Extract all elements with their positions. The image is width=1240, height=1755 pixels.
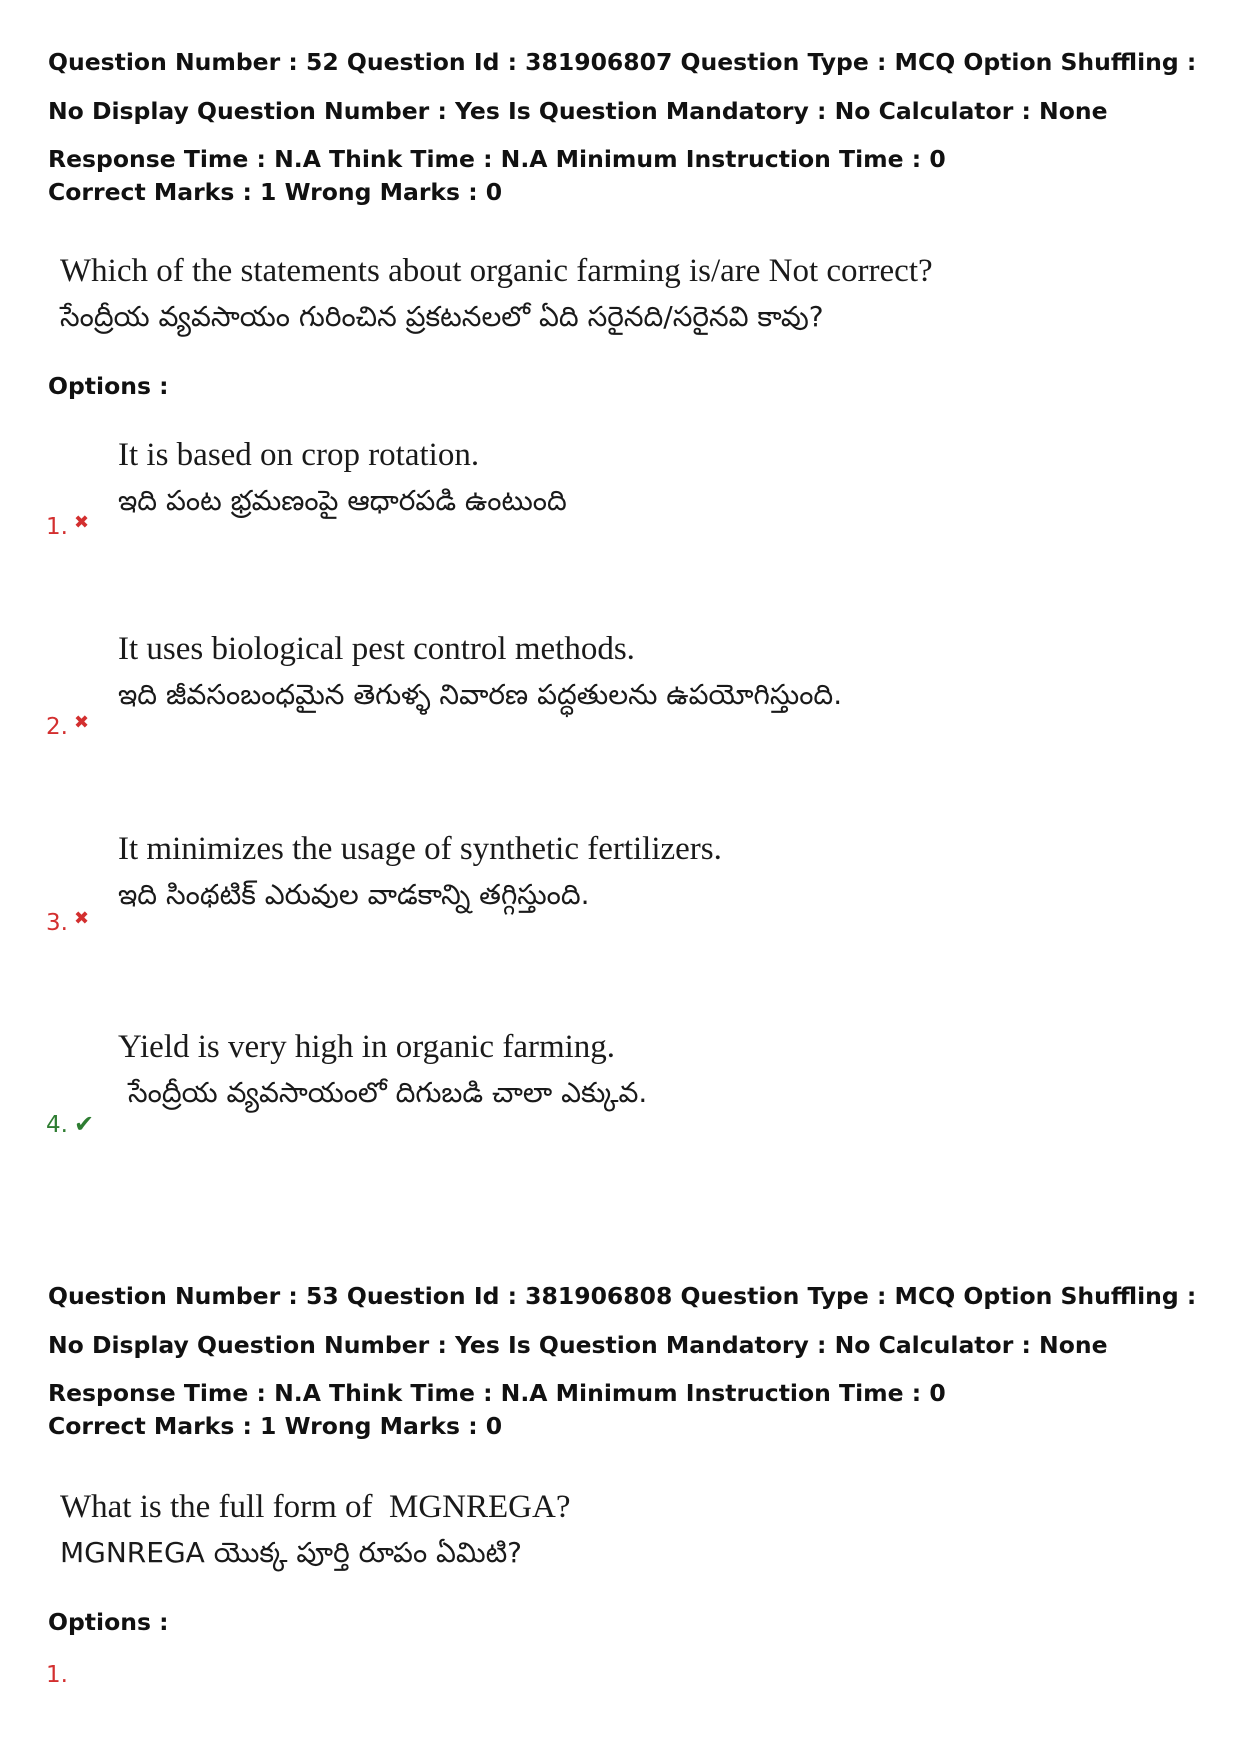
question-52-text xyxy=(60,248,933,340)
option-3-text-en: It minimizes the usage of synthetic fertilizers. xyxy=(118,831,722,867)
option-4-number: 4. xyxy=(46,1112,68,1138)
q53-option-1-number: 1. xyxy=(46,1662,68,1688)
question-53-text-en: What is the full form of MGNREGA? xyxy=(60,1489,571,1525)
question-53-text-te: MGNREGA యొక్క పూర్తి రూపం ఏమిటి? xyxy=(60,1536,523,1569)
question-52-meta: Question Number : 52 Question Id : 381906807 Question Type : MCQ Option Shuffling : No Display Question Number : Yes Is Question Mandatory : No Calculator : None Response Time : N.A Think Time : N.A Minimum Instruction Time : 0 xyxy=(48,48,1197,173)
question-53-meta: Question Number : 53 Question Id : 381906808 Question Type : MCQ Option Shuffling : No Display Question Number : Yes Is Question Mandatory : No Calculator : None Response Time : N.A Think Time : N.A Minimum Instruction Time : 0 xyxy=(48,1282,1197,1407)
option-1-text-te: ఇది పంట భ్రమణంపై ఆధారపడి ఉంటుంది xyxy=(118,484,567,517)
option-2-text-te: ఇది జీవసంబంధమైన తెగుళ్ళ నివారణ పద్ధతులను ఉపయోగిస్తుంది. xyxy=(118,678,843,711)
question-53-options-label: Options : xyxy=(48,1608,169,1636)
cross-icon: ✖ xyxy=(73,512,90,533)
option-3-marker xyxy=(46,910,89,936)
option-2-text xyxy=(118,626,842,718)
option-2-text-en: It uses biological pest control methods. xyxy=(118,631,635,667)
option-1-text-en: It is based on crop rotation. xyxy=(118,437,480,473)
option-1-text xyxy=(118,432,567,524)
cross-icon: ✖ xyxy=(73,712,90,733)
option-4-marker xyxy=(46,1110,94,1138)
question-53-marks: Correct Marks : 1 Wrong Marks : 0 xyxy=(48,1412,503,1440)
cross-icon: ✖ xyxy=(73,908,90,929)
question-53-text xyxy=(60,1484,571,1576)
check-icon: ✔ xyxy=(73,1110,95,1138)
question-52-text-te: సేంద్రీయ వ్యవసాయం గురించిన ప్రకటనలలో ఏది సరైనది/సరైనవి కావు? xyxy=(60,300,824,333)
option-1-number: 1. xyxy=(46,514,68,540)
option-1-marker xyxy=(46,514,89,540)
option-4-text-te: సేంద్రీయ వ్యవసాయంలో దిగుబడి చాలా ఎక్కువ. xyxy=(128,1076,648,1109)
question-52-options-label: Options : xyxy=(48,372,169,400)
option-3-text-te: ఇది సింథటిక్ ఎరువుల వాడకాన్ని తగ్గిస్తుంది. xyxy=(118,878,590,911)
option-3-number: 3. xyxy=(46,910,68,936)
option-4-text xyxy=(118,1024,647,1116)
option-4-text-en: Yield is very high in organic farming. xyxy=(118,1029,616,1065)
option-2-marker xyxy=(46,714,89,740)
option-3-text xyxy=(118,826,722,918)
option-2-number: 2. xyxy=(46,714,68,740)
question-52-text-en: Which of the statements about organic farming is/are Not correct? xyxy=(60,253,933,289)
question-52-marks: Correct Marks : 1 Wrong Marks : 0 xyxy=(48,178,503,206)
